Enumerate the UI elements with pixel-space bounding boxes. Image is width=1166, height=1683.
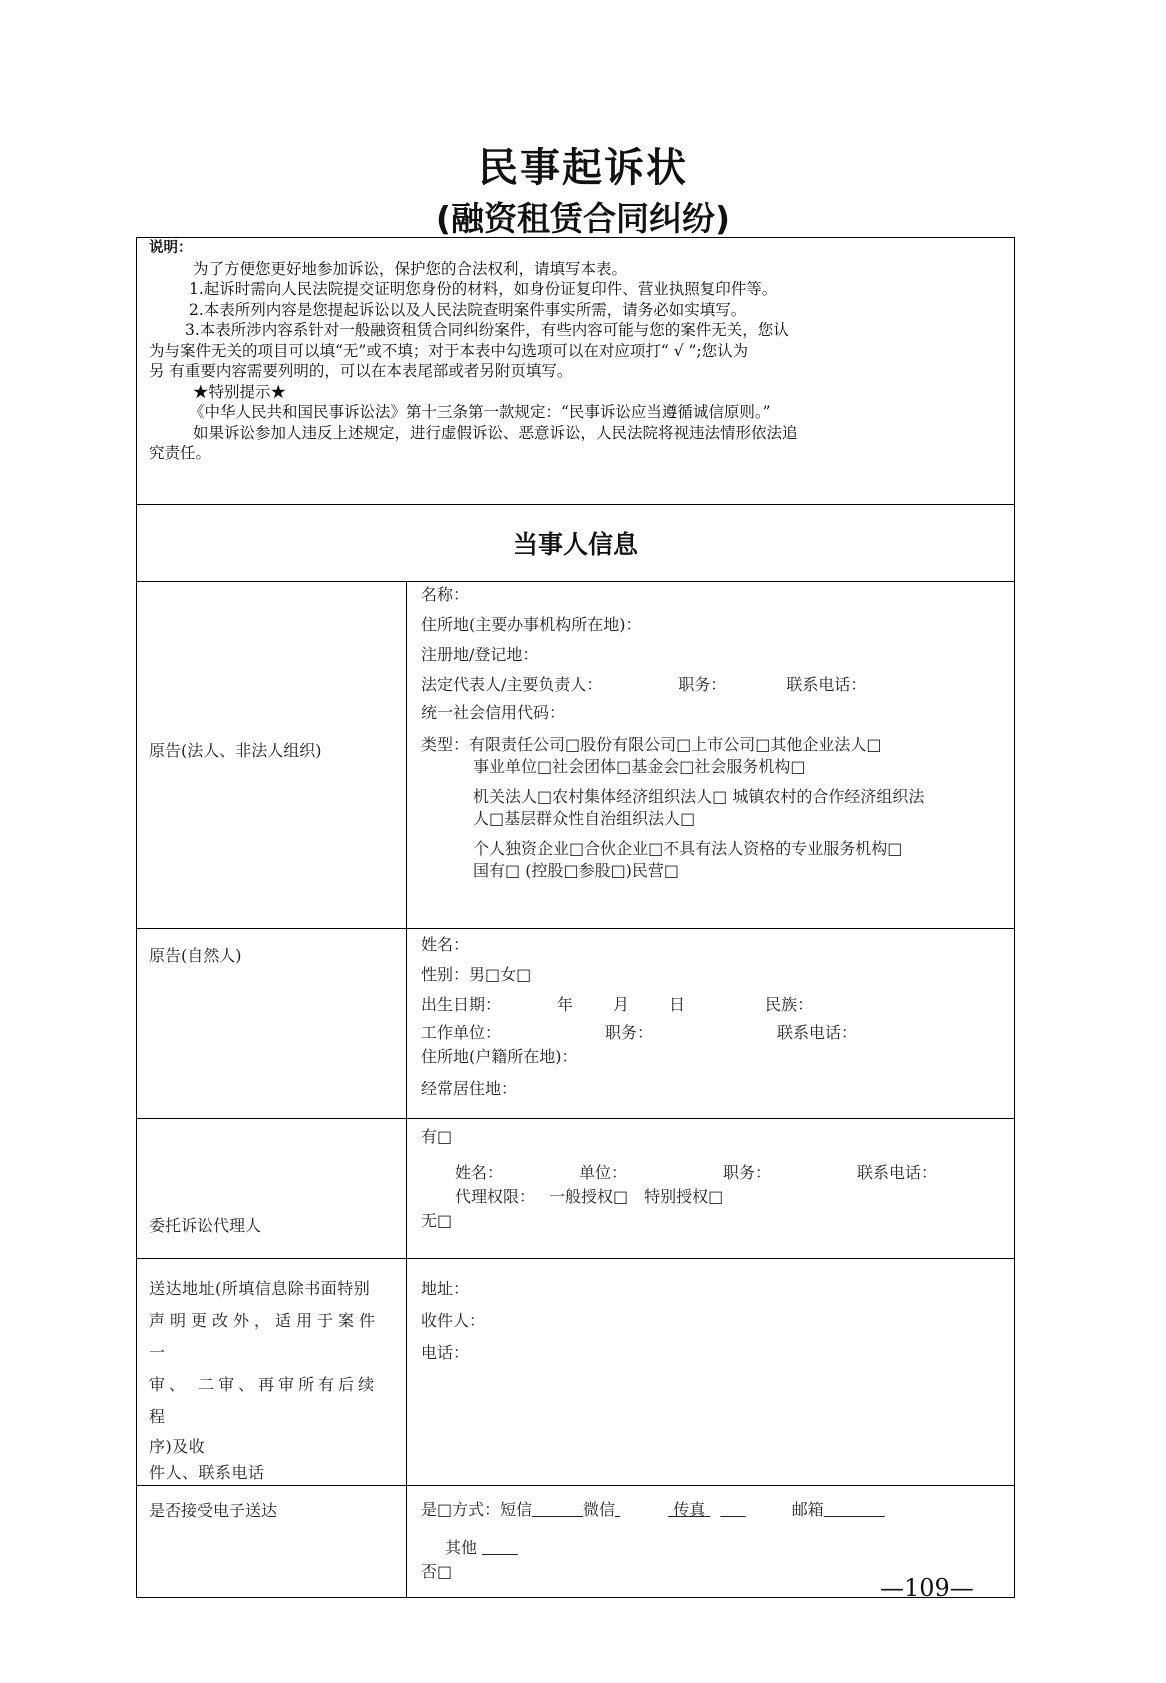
person-birth-field[interactable]: 出生日期： <box>421 995 502 1014</box>
warning-line-1: 如果诉讼参加人违反上述规定，进行虚假诉讼、恶意诉讼，人民法院将视违法情形依法追 <box>193 423 798 442</box>
e-service-yes-checkbox[interactable]: 是□方式：短信 <box>421 1500 533 1519</box>
notes-item-2: 2.本表所列内容是您提起诉讼以及人民法院查明案件事实所需，请务必如实填写。 <box>189 300 747 319</box>
document-subtitle: (融资租赁合同纠纷) <box>435 199 731 238</box>
person-phone-field[interactable]: 联系电话： <box>777 1023 858 1042</box>
plaintiff-org-row <box>137 582 1015 929</box>
person-name-field[interactable]: 姓名： <box>421 935 470 954</box>
notes-item-3-line-1: 3.本表所涉内容系针对一般融资租赁合同纠纷案件，有些内容可能与您的案件无关，您认 <box>185 321 789 339</box>
wechat-blank[interactable] <box>615 1500 620 1519</box>
org-name-field[interactable]: 名称： <box>421 585 470 604</box>
person-employer-line <box>421 1021 1000 1045</box>
notes-heading: 说明： <box>149 240 193 256</box>
notes-row <box>137 238 1015 505</box>
agent-info-line <box>421 1161 1000 1185</box>
person-gender-field[interactable]: 性别：男□女□ <box>421 965 532 984</box>
agent-fields <box>407 1119 1015 1259</box>
document-title: 民事起诉状 <box>478 145 688 191</box>
person-ethnicity-field[interactable]: 民族： <box>765 995 814 1014</box>
agent-has-checkbox[interactable]: 有□ <box>421 1127 453 1146</box>
plaintiff-org-fields <box>407 582 1015 929</box>
service-phone-field[interactable]: 电话： <box>421 1343 470 1362</box>
org-registered-field[interactable]: 注册地/登记地： <box>421 645 539 664</box>
agent-none-checkbox[interactable]: 无□ <box>421 1211 453 1230</box>
parties-heading: 当事人信息 <box>137 505 1015 582</box>
agent-phone-field[interactable]: 联系电话： <box>857 1163 938 1182</box>
org-type-line-2[interactable]: 事业单位□社会团体□基金会□社会服务机构□ <box>473 757 806 776</box>
agent-row <box>137 1119 1015 1259</box>
e-service-other-line <box>421 1536 1000 1560</box>
sms-blank[interactable] <box>532 1500 583 1519</box>
agent-authority-line <box>421 1185 1000 1209</box>
service-address-label-line-1: 送达地址(所填信息除书面特别 <box>149 1279 371 1298</box>
plaintiff-org-label <box>137 582 407 929</box>
agent-authority-label: 代理权限： <box>455 1187 536 1206</box>
org-legal-rep-line <box>421 674 1000 702</box>
wechat-label: 微信 <box>582 1500 615 1519</box>
org-legal-rep-field[interactable]: 法定代表人/主要负责人： <box>421 675 603 694</box>
agent-special-authority-checkbox[interactable]: 特别授权□ <box>644 1187 724 1206</box>
service-address-label-line-4: 序)及收 <box>149 1437 206 1456</box>
e-service-label <box>137 1486 407 1598</box>
service-address-field[interactable]: 地址： <box>421 1279 470 1298</box>
org-domicile-field[interactable]: 住所地(主要办事机构所在地)： <box>421 615 642 634</box>
parties-heading-row <box>137 505 1015 582</box>
email-blank[interactable] <box>824 1500 885 1519</box>
agent-unit-field[interactable]: 单位： <box>579 1163 628 1182</box>
agent-label <box>137 1119 407 1259</box>
org-type-line-3[interactable]: 机关法人□农村集体经济组织法人□ 城镇农村的合作经济组织法 <box>473 787 925 806</box>
agent-position-field[interactable]: 职务： <box>723 1163 772 1182</box>
fax-blank[interactable] <box>720 1500 745 1519</box>
org-type-line-6[interactable]: 国有□ (控股□参股□)民营□ <box>473 861 680 880</box>
page-number: —109— <box>880 1574 974 1602</box>
complaint-form-table <box>136 237 1015 1598</box>
birth-year-label: 年 <box>557 995 574 1014</box>
birth-month-label: 月 <box>613 995 630 1014</box>
fax-label[interactable] <box>668 1500 710 1519</box>
org-type-line-1[interactable]: 类型：有限责任公司□股份有限公司□上市公司□其他企业法人□ <box>421 735 882 754</box>
agent-label-text: 委托诉讼代理人 <box>149 1216 262 1235</box>
person-birth-line <box>421 993 1000 1021</box>
e-service-yes-line <box>421 1498 1000 1536</box>
plaintiff-person-row <box>137 929 1015 1119</box>
person-domicile-field[interactable]: 住所地(户籍所在地)： <box>421 1047 578 1066</box>
other-label: 其他 <box>445 1538 478 1557</box>
e-service-no-checkbox[interactable]: 否□ <box>421 1562 453 1581</box>
agent-name-field[interactable]: 姓名： <box>455 1163 504 1182</box>
person-position-field[interactable]: 职务： <box>605 1023 654 1042</box>
fax-label-text: 传真 <box>673 1500 706 1519</box>
person-residence-field[interactable]: 经常居住地： <box>421 1079 518 1098</box>
org-position-field[interactable]: 职务： <box>678 675 727 694</box>
notes-cell <box>137 238 1015 505</box>
special-notice-heading: ★特别提示★ <box>193 382 287 401</box>
notes-item-3-line-2: 为与案件无关的项目可以填“无”或不填；对于本表中勾选项可以在对应项打“ √ ”;您认为 <box>149 341 749 360</box>
person-employer-field[interactable]: 工作单位： <box>421 1023 502 1042</box>
warning-line-2: 究责任。 <box>149 444 212 462</box>
org-credit-code-field[interactable]: 统一社会信用代码： <box>421 703 566 722</box>
plaintiff-person-label <box>137 929 407 1119</box>
service-address-label-line-3: 审、 二审、再审所有后续程 <box>149 1375 379 1426</box>
service-address-row <box>137 1259 1015 1486</box>
service-recipient-field[interactable]: 收件人： <box>421 1311 486 1330</box>
law-quote: 《中华人民共和国民事诉讼法》第十三条第一款规定：“民事诉讼应当遵循诚信原则。” <box>189 403 771 421</box>
plaintiff-person-fields <box>407 929 1015 1119</box>
plaintiff-person-label-text: 原告(自然人) <box>149 946 242 965</box>
email-label: 邮箱 <box>791 1500 824 1519</box>
e-service-label-text: 是否接受电子送达 <box>149 1501 278 1520</box>
other-blank[interactable] <box>482 1538 518 1557</box>
service-address-label <box>137 1259 407 1486</box>
org-phone-field[interactable]: 联系电话： <box>786 675 867 694</box>
agent-general-authority-checkbox[interactable]: 一般授权□ <box>549 1187 629 1206</box>
service-address-label-line-2: 声明更改外，适用于案件一 <box>149 1311 381 1362</box>
birth-day-label: 日 <box>669 995 686 1014</box>
service-address-fields <box>407 1259 1015 1486</box>
notes-item-1: 1.起诉时需向人民法院提交证明您身份的材料，如身份证复印件、营业执照复印件等。 <box>189 280 778 298</box>
plaintiff-org-label-text: 原告(法人、非法人组织) <box>149 740 322 760</box>
org-type-line-5[interactable]: 个人独资企业□合伙企业□不具有法人资格的专业服务机构□ <box>473 839 903 858</box>
service-address-label-line-5: 件人、联系电话 <box>149 1463 265 1482</box>
org-type-line-4[interactable]: 人□基层群众性自治组织法人□ <box>473 809 696 828</box>
notes-intro: 为了方便您更好地参加诉讼，保护您的合法权利，请填写本表。 <box>193 259 628 278</box>
notes-item-3-line-3: 另 有重要内容需要列明的，可以在本表尾部或者另附页填写。 <box>149 362 573 380</box>
